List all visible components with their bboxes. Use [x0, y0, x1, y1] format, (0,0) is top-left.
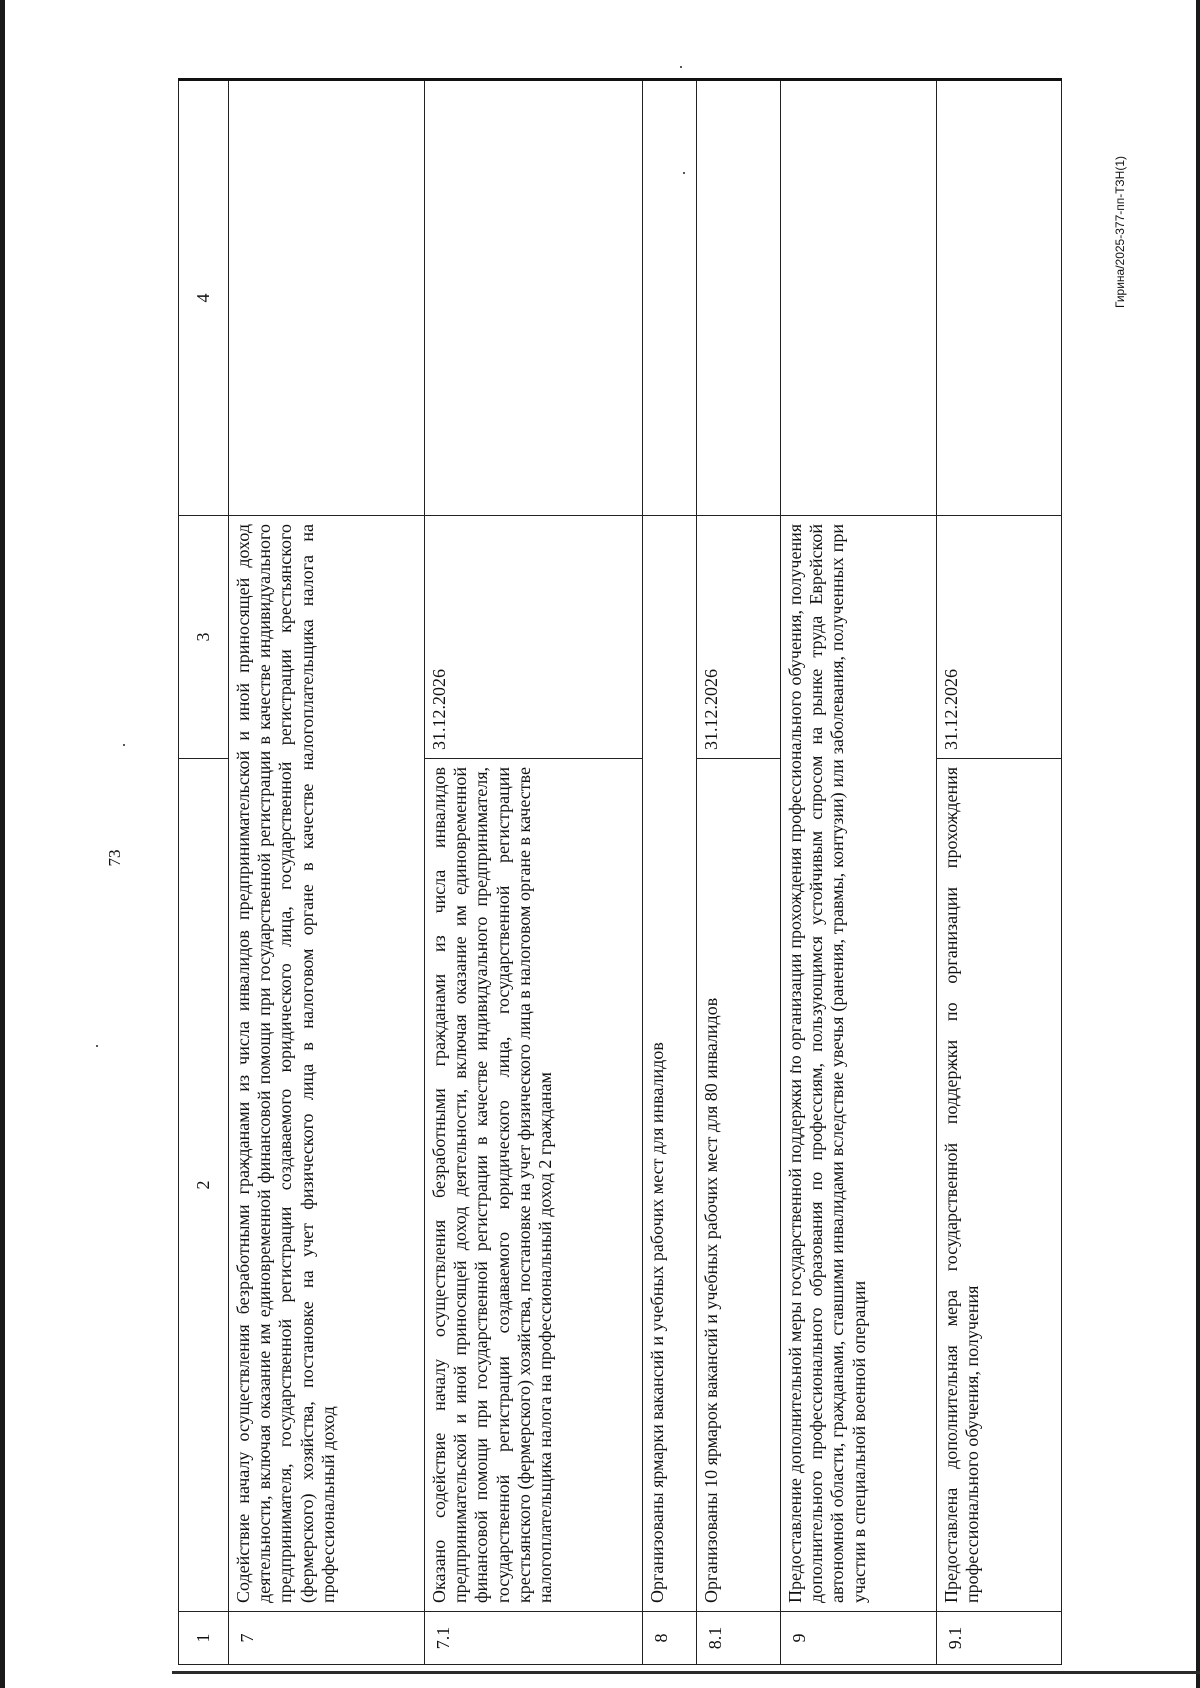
- row-col4: [425, 80, 643, 516]
- row-col4: [229, 80, 425, 516]
- row-number: 8: [643, 1612, 697, 1665]
- page-number: 73: [105, 849, 124, 867]
- rotated-table-container: [178, 80, 1061, 1665]
- scan-edge-right: [1196, 0, 1200, 1688]
- row-text: Предоставление дополнительной меры государственной поддержки по организации прохождения профессионального обучения, получения дополнительного профессионального образования по профессиям, пользующимся устойчивым спросом на рынке труда Еврейской автономной области, гражданами, ставшими инвалидами вследствие увечья (ранения, травмы, контузии) или заболевания, полученных при участии в специальной военной операции: [781, 516, 937, 1612]
- row-number: 9.1: [937, 1612, 1062, 1665]
- row-text: Оказано содействие началу осуществления безработными гражданами из числа инвалидов предпринимательской и иной приносящей доход деятельности, включая оказание им единовременной финансовой помощи при государственной регистрации в качестве индивидуального предпринимателя, государственной регистрации создаваемого юридического лица, государственной регистрации крестьянского (фермерского) хозяйства, постановке на учет физического лица в налоговом органе в качестве налогоплательщика налога на профессиональный доход 2 гражданам: [425, 759, 643, 1612]
- scan-speck: [96, 1045, 98, 1047]
- row-text: Предоставлена дополнительная мера государственной поддержки по организации прохождения профессионального обучения, получения: [937, 759, 1062, 1612]
- header-col-1: 1: [179, 1612, 229, 1665]
- row-number: 8.1: [697, 1612, 781, 1665]
- scan-edge-bottom: [172, 1671, 1200, 1674]
- table-row: [229, 80, 425, 1665]
- header-col-4: 4: [179, 80, 229, 516]
- row-number: 7: [229, 1612, 425, 1665]
- row-date: 31.12.2026: [937, 516, 1062, 759]
- table-rotation-frame: [178, 80, 1061, 1665]
- table-row: [643, 80, 697, 1665]
- row-text: Организованы 10 ярмарок вакансий и учебных рабочих мест для 80 инвалидов: [697, 759, 781, 1612]
- row-date: 31.12.2026: [697, 516, 781, 759]
- scan-speck: [680, 66, 682, 68]
- table-row: [425, 80, 643, 1665]
- row-col4: [697, 80, 781, 516]
- table-row: [937, 80, 1062, 1665]
- document-code: Гирина/2025-377-пп-ТЗН(1): [1113, 155, 1127, 309]
- header-col-3: 3: [179, 516, 229, 759]
- table-row: [697, 80, 781, 1665]
- row-date: 31.12.2026: [425, 516, 643, 759]
- row-col4: [937, 80, 1062, 516]
- scan-speck: [123, 744, 125, 746]
- row-text: Содействие началу осуществления безработными гражданами из числа инвалидов предпринимательской и иной приносящей доход деятельности, включая оказание им единовременной финансовой помощи при государственной регистрации в качестве индивидуального предпринимателя, государственной регистрации создаваемого юридического лица, государственной регистрации крестьянского (фермерского) хозяйства, постановке на учет физического лица в налоговом органе в качестве налогоплательщика налога на профессиональный доход: [229, 516, 425, 1612]
- row-number: 9: [781, 1612, 937, 1665]
- scan-edge-left: [0, 0, 5, 1688]
- measures-table: [178, 78, 1062, 1665]
- table-header-row: [179, 80, 229, 1665]
- row-col4: [781, 80, 937, 516]
- table-row: [781, 80, 937, 1665]
- header-col-2: 2: [179, 759, 229, 1612]
- row-col4: [643, 80, 697, 516]
- row-number: 7.1: [425, 1612, 643, 1665]
- row-text: Организованы ярмарки вакансий и учебных рабочих мест для инвалидов: [643, 516, 697, 1612]
